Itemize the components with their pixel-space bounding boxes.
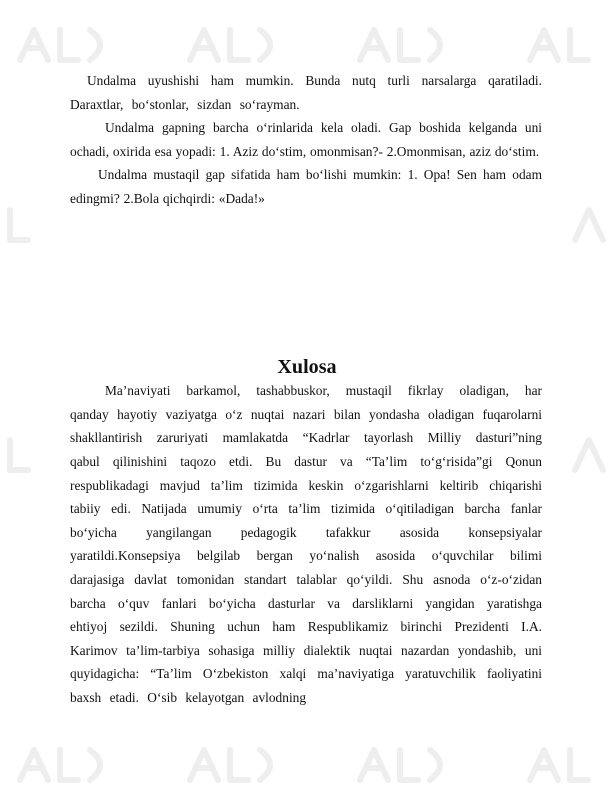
- paragraph-undalma-orinlari: Undalma gapning barcha o‘rinlarida kela oladi. Gap boshida kelganda uni ochadi, oxirida esa yopadi: 1. Aziz do‘stim, omonmisan?- 2.Omonmisan, aziz do‘stim.: [70, 120, 542, 159]
- section-heading-xulosa: Xulosa: [277, 355, 337, 378]
- paragraph-conclusion: Ma’naviyati barkamol, tashabbuskor, mustaqil fikrlay oladigan, har qanday hayotiy vaziyatga o‘z nuqtai nazari bilan yondasha oladigan fuqarolarni shakllantirish zaruriyati mamlakatda “Kadrlar tayorlash Milliy dasturi”ning qabul qilinishini taqozo etdi. Bu dastur va “Ta’lim to‘g‘risida”gi Qonun respublikadagi mavjud ta’lim tizimida keskin o‘zgarishlarni keltirib chiqarishi tabiiy edi. Natijada umumiy o‘rta ta’lim tizimida o‘qitiladigan barcha fanlar bo‘yicha yangilangan pedagogik tafakkur asosida konsepsiyalar yaratildi.Konsepsiya belgilab bergan yo‘nalish asosida o‘quvchilar bilimi darajasiga davlat tomonidan standart talablar qo‘yildi. Shu asnoda o‘z-o‘zidan barcha o‘quv fanlari bo‘yicha dasturlar va darsliklarni yangidan yaratishga ehtiyoj sezildi. Shuning uchun ham Respublikamiz birinchi Prezidenti I.A. Karimov ta’lim-tarbiya sohasiga milliy dialektik nuqtai nazardan yondashib, uni quyidagicha: “Ta’lim O‘zbekiston xalqi ma’naviyatiga yaratuvchilik faoliyatini baxsh etadi. O‘sib kelayotgan avlodning: [70, 383, 542, 705]
- blank-space: [70, 211, 542, 356]
- paragraph-undalma-uyushishi: Undalma uyushishi ham mumkin. Bunda nutq turli narsalarga qaratiladi. Daraxtlar, bo‘stonlar, sizdan so‘rayman.: [70, 73, 542, 112]
- paragraph-undalma-mustaqil-gap: Undalma mustaqil gap sifatida ham bo‘lishi mumkin: 1. Opa! Sen ham odam edingmi? 2.Bola qichqirdi: «Dada!»: [70, 167, 542, 206]
- document-page: [70, 69, 542, 709]
